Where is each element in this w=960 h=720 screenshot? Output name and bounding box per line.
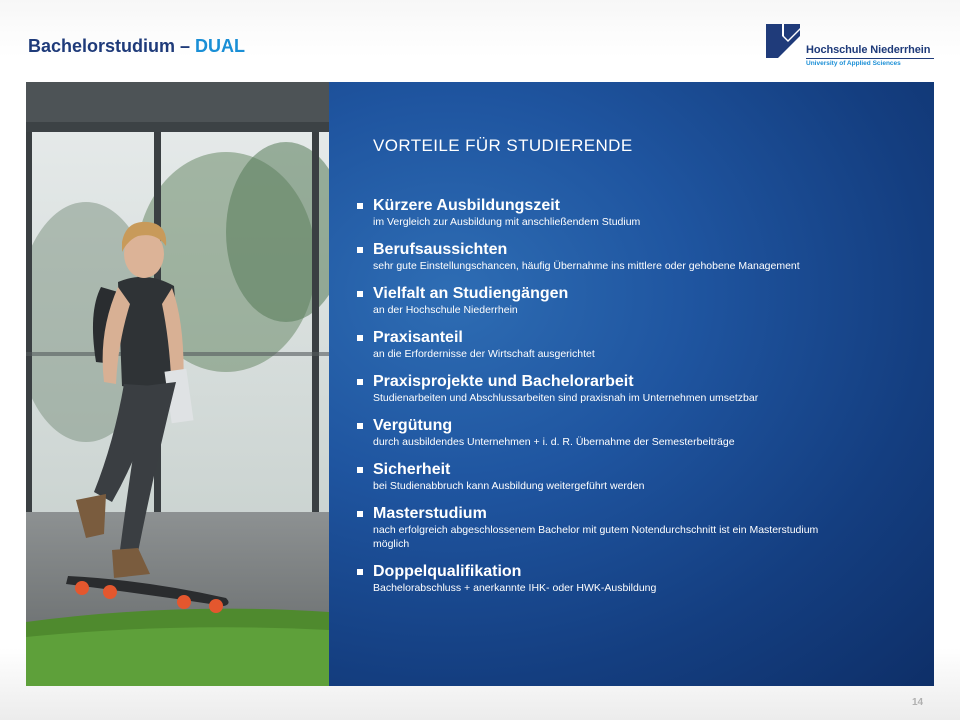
advantages-list: [355, 196, 925, 606]
logo-subtitle: University of Applied Sciences: [806, 60, 901, 67]
square-bullet-icon: [357, 203, 363, 209]
item-title: Berufsaussichten: [373, 241, 508, 258]
item-description: nach erfolgreich abgeschlossenem Bachelor mit gutem Notendurchschnitt ist ein Masterstudium möglich: [373, 524, 819, 550]
item-description: im Vergleich zur Ausbildung mit anschließendem Studium: [373, 216, 641, 228]
list-item: [355, 562, 925, 595]
list-item: [355, 504, 925, 551]
square-bullet-icon: [357, 423, 363, 429]
item-description: an der Hochschule Niederrhein: [373, 304, 518, 316]
square-bullet-icon: [357, 335, 363, 341]
photo-illustration: [26, 82, 329, 686]
item-description: durch ausbildendes Unternehmen + i. d. R. Übernahme der Semesterbeiträge: [373, 436, 735, 448]
logo-name: Hochschule Niederrhein: [806, 44, 931, 56]
square-bullet-icon: [357, 247, 363, 253]
list-item: [355, 372, 925, 405]
list-item: [355, 240, 925, 273]
item-title: Masterstudium: [373, 505, 487, 522]
list-item: [355, 328, 925, 361]
square-bullet-icon: [357, 291, 363, 297]
hochschule-logo-mark-icon: [766, 24, 800, 58]
item-title: Praxisprojekte und Bachelorarbeit: [373, 373, 634, 390]
square-bullet-icon: [357, 569, 363, 575]
item-description: Bachelorabschluss + anerkannte IHK- oder HWK-Ausbildung: [373, 582, 657, 594]
square-bullet-icon: [357, 511, 363, 517]
item-title: Sicherheit: [373, 461, 451, 478]
title-accent: DUAL: [195, 36, 246, 56]
title-dash: –: [175, 36, 196, 56]
list-item: [355, 196, 925, 229]
university-logo: [766, 24, 938, 74]
item-description: Studienarbeiten und Abschlussarbeiten sind praxisnah im Unternehmen umsetzbar: [373, 392, 759, 404]
square-bullet-icon: [357, 379, 363, 385]
item-description: sehr gute Einstellungschancen, häufig Übernahme ins mittlere oder gehobene Management: [373, 260, 800, 272]
list-item: [355, 416, 925, 449]
item-title: Vielfalt an Studiengängen: [373, 285, 569, 302]
item-title: Vergütung: [373, 417, 453, 434]
panel-heading: VORTEILE FÜR STUDIERENDE: [373, 136, 633, 155]
item-title: Doppelqualifikation: [373, 563, 522, 580]
student-skateboard-photo: [26, 82, 329, 686]
slide-title: [28, 36, 245, 57]
advantages-panel: [329, 82, 934, 686]
square-bullet-icon: [357, 467, 363, 473]
list-item: [355, 284, 925, 317]
item-description: bei Studienabbruch kann Ausbildung weitergeführt werden: [373, 480, 645, 492]
item-description: an die Erfordernisse der Wirtschaft ausgerichtet: [373, 348, 595, 360]
list-item: [355, 460, 925, 493]
title-main: Bachelorstudium: [28, 36, 176, 56]
logo-divider: [806, 58, 934, 59]
item-title: Kürzere Ausbildungszeit: [373, 197, 560, 214]
item-title: Praxisanteil: [373, 329, 463, 346]
page-number: 14: [912, 697, 924, 708]
